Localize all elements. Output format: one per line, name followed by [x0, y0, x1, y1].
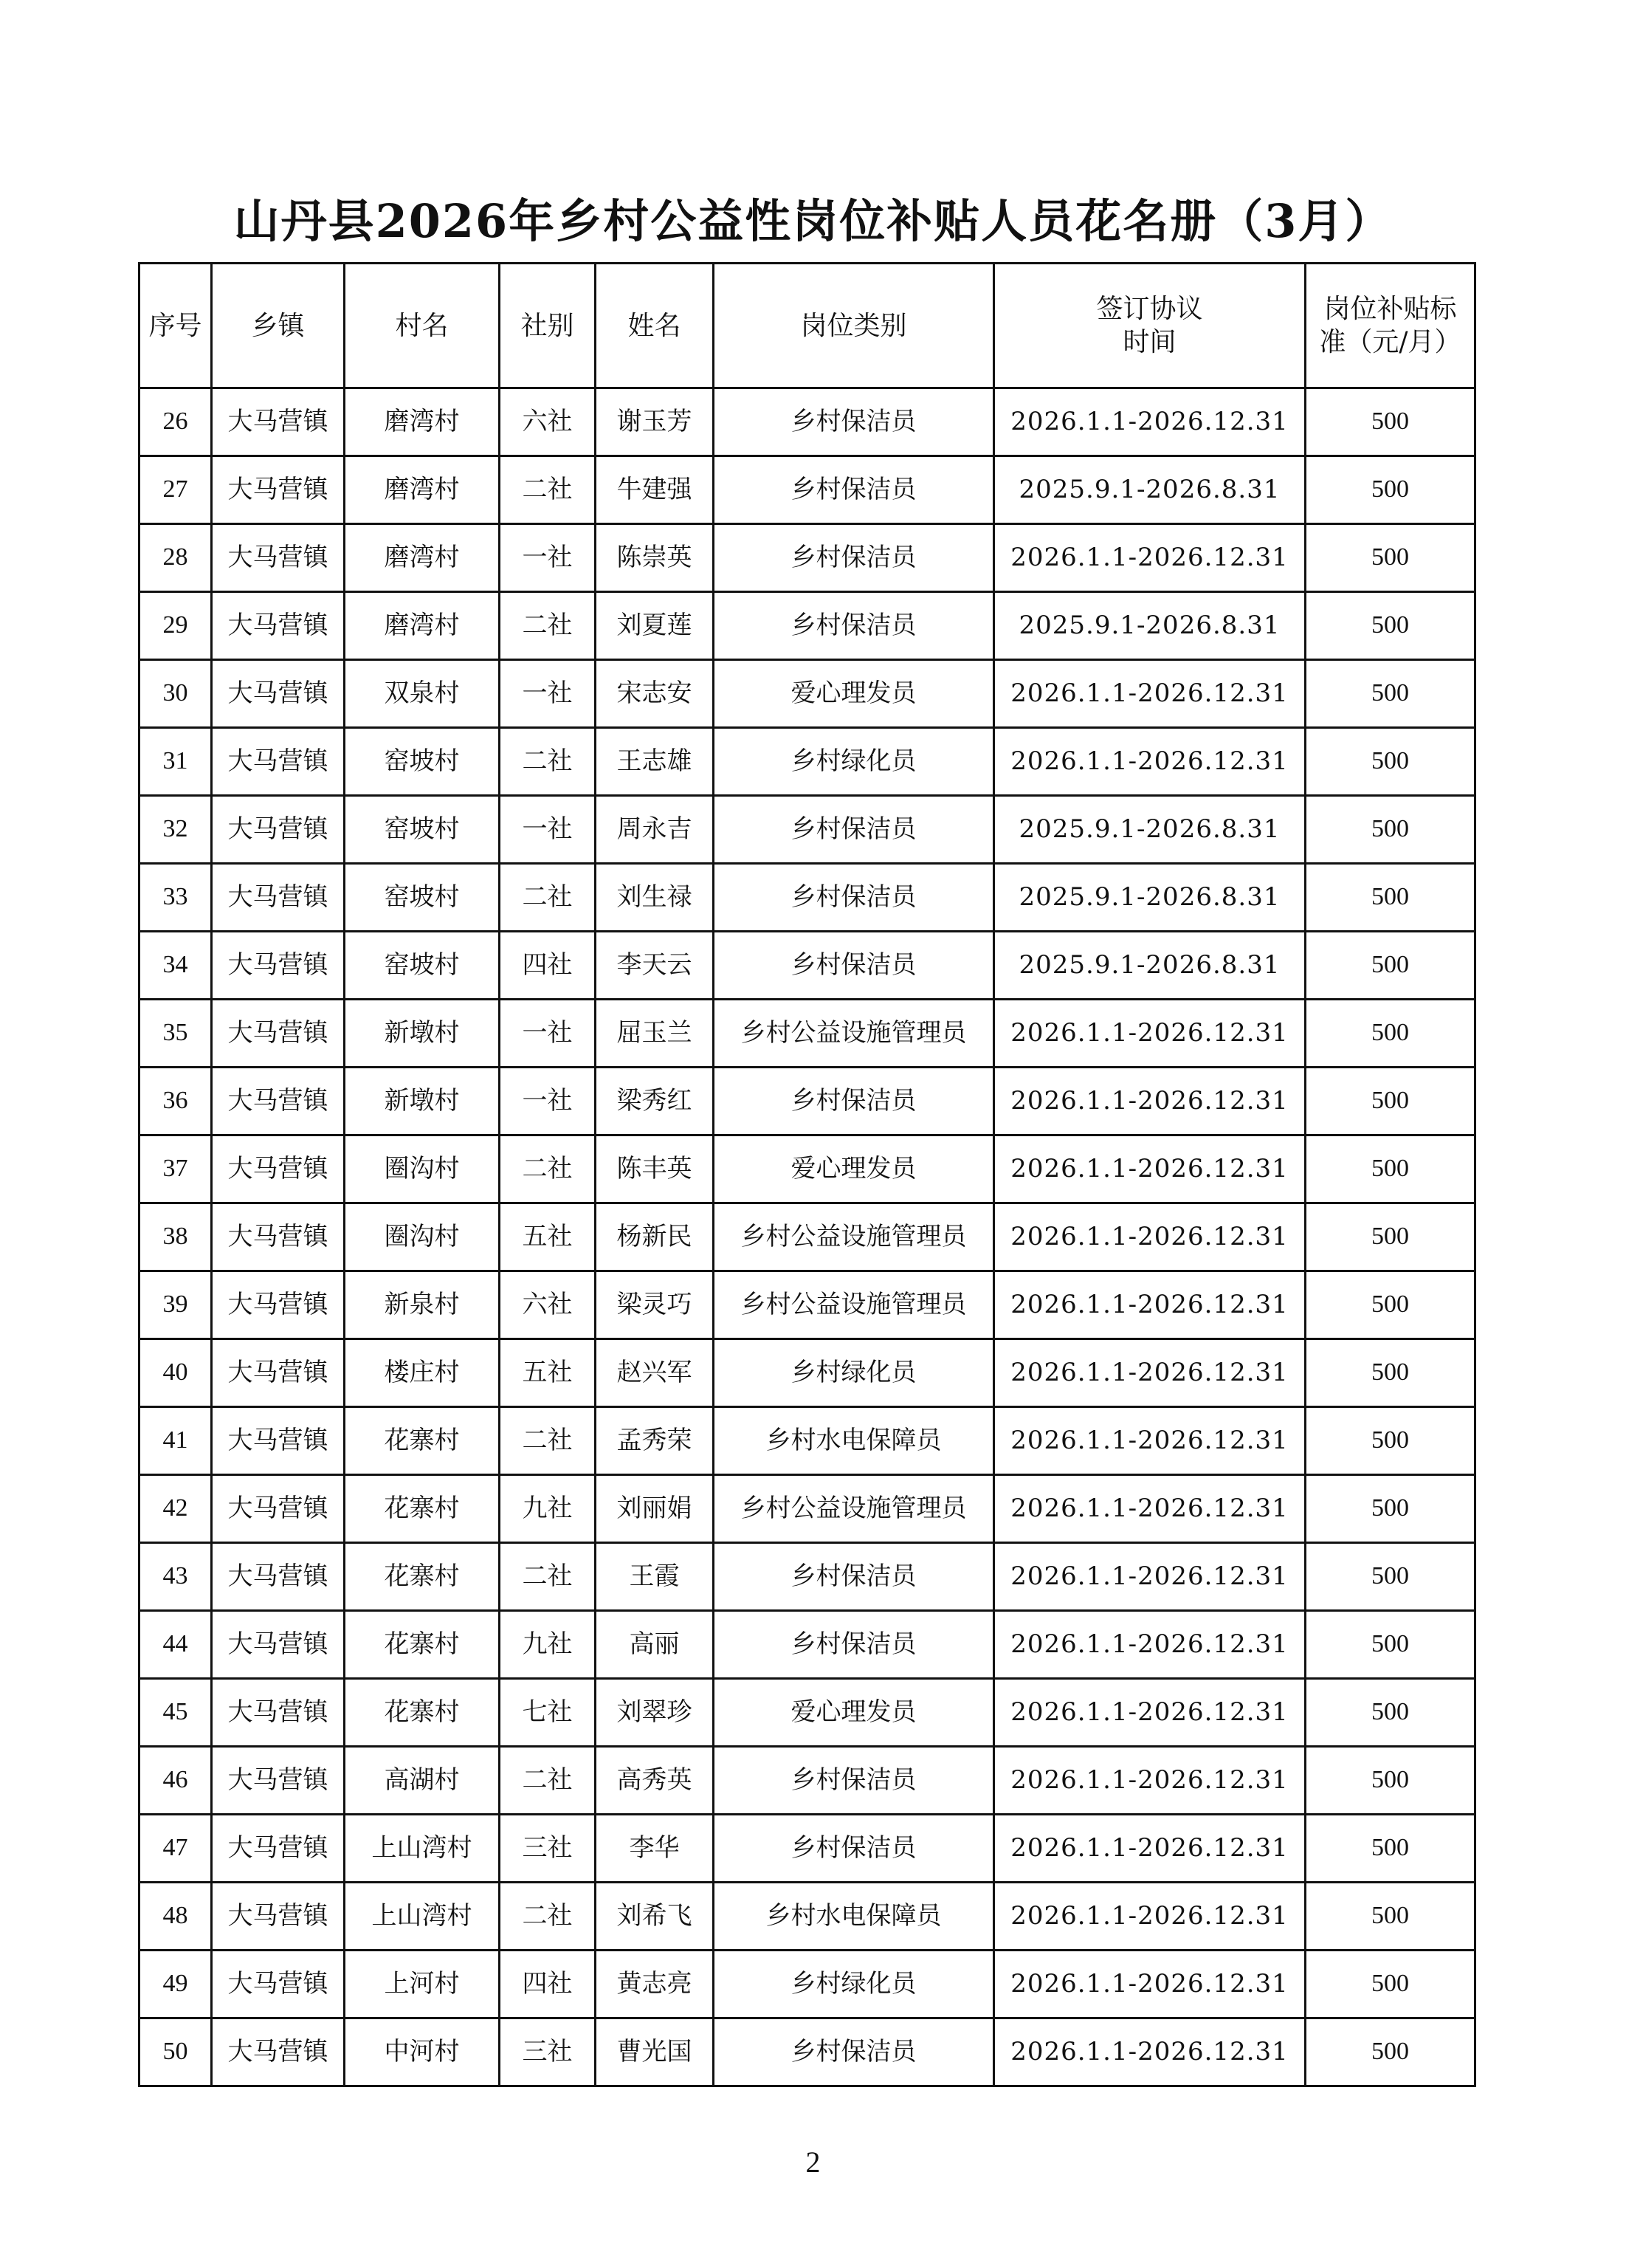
cell-post: 乡村绿化员	[714, 1339, 994, 1407]
cell-post: 乡村保洁员	[714, 796, 994, 864]
cell-post: 乡村公益设施管理员	[714, 1000, 994, 1068]
cell-name: 牛建强	[596, 456, 714, 524]
cell-village: 花寨村	[345, 1407, 500, 1475]
cell-post: 爱心理发员	[714, 1135, 994, 1203]
cell-seq: 27	[139, 456, 212, 524]
cell-post: 乡村保洁员	[714, 864, 994, 932]
table-row	[139, 1135, 1475, 1203]
cell-subsidy: 500	[1306, 524, 1475, 592]
table-row	[139, 1271, 1475, 1339]
cell-group: 二社	[500, 1883, 596, 1951]
cell-subsidy: 500	[1306, 1679, 1475, 1747]
cell-village: 花寨村	[345, 1679, 500, 1747]
cell-name: 周永吉	[596, 796, 714, 864]
cell-village: 圈沟村	[345, 1203, 500, 1271]
cell-group: 二社	[500, 1543, 596, 1611]
cell-post: 乡村保洁员	[714, 524, 994, 592]
table-row	[139, 592, 1475, 660]
cell-village: 花寨村	[345, 1611, 500, 1679]
cell-seq: 45	[139, 1679, 212, 1747]
table-body	[139, 388, 1475, 2086]
cell-post: 乡村绿化员	[714, 1951, 994, 2018]
cell-period: 2026.1.1-2026.12.31	[994, 1883, 1306, 1951]
cell-period: 2026.1.1-2026.12.31	[994, 728, 1306, 796]
cell-village: 磨湾村	[345, 524, 500, 592]
cell-town: 大马营镇	[212, 1951, 345, 2018]
cell-village: 窑坡村	[345, 728, 500, 796]
cell-subsidy: 500	[1306, 796, 1475, 864]
cell-name: 陈丰英	[596, 1135, 714, 1203]
cell-subsidy: 500	[1306, 1203, 1475, 1271]
cell-name: 刘翠珍	[596, 1679, 714, 1747]
roster-table	[138, 262, 1476, 2087]
cell-group: 一社	[500, 660, 596, 728]
cell-town: 大马营镇	[212, 1543, 345, 1611]
cell-town: 大马营镇	[212, 1068, 345, 1135]
cell-post: 乡村公益设施管理员	[714, 1271, 994, 1339]
cell-town: 大马营镇	[212, 1000, 345, 1068]
cell-seq: 43	[139, 1543, 212, 1611]
header-name: 姓名	[596, 264, 714, 388]
cell-subsidy: 500	[1306, 1883, 1475, 1951]
cell-post: 乡村保洁员	[714, 456, 994, 524]
header-village: 村名	[345, 264, 500, 388]
cell-group: 六社	[500, 388, 596, 456]
table-row	[139, 1068, 1475, 1135]
cell-village: 新墩村	[345, 1068, 500, 1135]
cell-village: 磨湾村	[345, 388, 500, 456]
cell-group: 二社	[500, 864, 596, 932]
cell-town: 大马营镇	[212, 1815, 345, 1883]
cell-group: 二社	[500, 456, 596, 524]
table-row	[139, 932, 1475, 1000]
cell-group: 一社	[500, 1068, 596, 1135]
cell-period: 2025.9.1-2026.8.31	[994, 932, 1306, 1000]
table-row	[139, 728, 1475, 796]
cell-group: 一社	[500, 1000, 596, 1068]
cell-period: 2026.1.1-2026.12.31	[994, 1679, 1306, 1747]
cell-group: 五社	[500, 1203, 596, 1271]
cell-subsidy: 500	[1306, 1000, 1475, 1068]
cell-group: 一社	[500, 524, 596, 592]
cell-seq: 40	[139, 1339, 212, 1407]
cell-period: 2026.1.1-2026.12.31	[994, 1815, 1306, 1883]
cell-period: 2026.1.1-2026.12.31	[994, 1339, 1306, 1407]
cell-subsidy: 500	[1306, 864, 1475, 932]
cell-town: 大马营镇	[212, 796, 345, 864]
cell-seq: 50	[139, 2018, 212, 2086]
table-row	[139, 388, 1475, 456]
cell-town: 大马营镇	[212, 524, 345, 592]
cell-subsidy: 500	[1306, 1475, 1475, 1543]
cell-group: 六社	[500, 1271, 596, 1339]
cell-name: 梁灵巧	[596, 1271, 714, 1339]
table-row	[139, 1407, 1475, 1475]
table-row	[139, 864, 1475, 932]
cell-group: 三社	[500, 2018, 596, 2086]
cell-period: 2025.9.1-2026.8.31	[994, 456, 1306, 524]
table-header-row	[139, 264, 1475, 388]
cell-post: 乡村公益设施管理员	[714, 1203, 994, 1271]
cell-town: 大马营镇	[212, 1679, 345, 1747]
cell-seq: 42	[139, 1475, 212, 1543]
cell-seq: 44	[139, 1611, 212, 1679]
cell-group: 七社	[500, 1679, 596, 1747]
cell-post: 乡村公益设施管理员	[714, 1475, 994, 1543]
page-title: 山丹县2026年乡村公益性岗位补贴人员花名册（3月）	[233, 194, 1393, 248]
cell-name: 刘丽娟	[596, 1475, 714, 1543]
cell-name: 李天云	[596, 932, 714, 1000]
header-seq: 序号	[139, 264, 212, 388]
cell-name: 陈崇英	[596, 524, 714, 592]
cell-seq: 46	[139, 1747, 212, 1815]
cell-town: 大马营镇	[212, 1407, 345, 1475]
cell-seq: 36	[139, 1068, 212, 1135]
cell-village: 楼庄村	[345, 1339, 500, 1407]
cell-village: 花寨村	[345, 1475, 500, 1543]
cell-village: 花寨村	[345, 1543, 500, 1611]
cell-period: 2026.1.1-2026.12.31	[994, 1747, 1306, 1815]
cell-group: 二社	[500, 1747, 596, 1815]
cell-seq: 47	[139, 1815, 212, 1883]
cell-post: 乡村保洁员	[714, 388, 994, 456]
cell-seq: 48	[139, 1883, 212, 1951]
cell-name: 刘生禄	[596, 864, 714, 932]
table-row	[139, 660, 1475, 728]
cell-village: 双泉村	[345, 660, 500, 728]
cell-post: 乡村保洁员	[714, 1611, 994, 1679]
cell-group: 二社	[500, 728, 596, 796]
cell-town: 大马营镇	[212, 1203, 345, 1271]
cell-period: 2026.1.1-2026.12.31	[994, 1000, 1306, 1068]
cell-subsidy: 500	[1306, 2018, 1475, 2086]
cell-name: 杨新民	[596, 1203, 714, 1271]
cell-period: 2026.1.1-2026.12.31	[994, 660, 1306, 728]
cell-name: 黄志亮	[596, 1951, 714, 2018]
cell-village: 上河村	[345, 1951, 500, 2018]
table-row	[139, 1679, 1475, 1747]
header-post: 岗位类别	[714, 264, 994, 388]
cell-subsidy: 500	[1306, 1815, 1475, 1883]
cell-name: 高秀英	[596, 1747, 714, 1815]
cell-village: 上山湾村	[345, 1815, 500, 1883]
cell-period: 2026.1.1-2026.12.31	[994, 388, 1306, 456]
cell-town: 大马营镇	[212, 1339, 345, 1407]
cell-group: 四社	[500, 932, 596, 1000]
cell-group: 三社	[500, 1815, 596, 1883]
cell-village: 新墩村	[345, 1000, 500, 1068]
cell-subsidy: 500	[1306, 1339, 1475, 1407]
cell-seq: 26	[139, 388, 212, 456]
cell-subsidy: 500	[1306, 932, 1475, 1000]
cell-seq: 29	[139, 592, 212, 660]
cell-subsidy: 500	[1306, 1068, 1475, 1135]
table-row	[139, 1883, 1475, 1951]
cell-village: 窑坡村	[345, 796, 500, 864]
cell-period: 2026.1.1-2026.12.31	[994, 1271, 1306, 1339]
cell-period: 2025.9.1-2026.8.31	[994, 592, 1306, 660]
table-row	[139, 456, 1475, 524]
table-row	[139, 1951, 1475, 2018]
cell-subsidy: 500	[1306, 592, 1475, 660]
table-row	[139, 1747, 1475, 1815]
cell-group: 四社	[500, 1951, 596, 2018]
cell-village: 磨湾村	[345, 456, 500, 524]
cell-subsidy: 500	[1306, 1611, 1475, 1679]
cell-town: 大马营镇	[212, 932, 345, 1000]
cell-post: 乡村保洁员	[714, 2018, 994, 2086]
header-group: 社别	[500, 264, 596, 388]
cell-name: 孟秀荣	[596, 1407, 714, 1475]
cell-post: 爱心理发员	[714, 660, 994, 728]
table-row	[139, 1475, 1475, 1543]
cell-seq: 39	[139, 1271, 212, 1339]
cell-village: 圈沟村	[345, 1135, 500, 1203]
cell-name: 刘希飞	[596, 1883, 714, 1951]
cell-post: 乡村绿化员	[714, 728, 994, 796]
cell-group: 五社	[500, 1339, 596, 1407]
cell-group: 二社	[500, 592, 596, 660]
cell-subsidy: 500	[1306, 1543, 1475, 1611]
cell-town: 大马营镇	[212, 388, 345, 456]
cell-name: 梁秀红	[596, 1068, 714, 1135]
cell-group: 九社	[500, 1611, 596, 1679]
cell-post: 乡村保洁员	[714, 1068, 994, 1135]
cell-subsidy: 500	[1306, 388, 1475, 456]
cell-village: 新泉村	[345, 1271, 500, 1339]
cell-subsidy: 500	[1306, 1747, 1475, 1815]
cell-name: 屈玉兰	[596, 1000, 714, 1068]
cell-subsidy: 500	[1306, 1135, 1475, 1203]
cell-name: 王志雄	[596, 728, 714, 796]
cell-town: 大马营镇	[212, 2018, 345, 2086]
cell-group: 二社	[500, 1135, 596, 1203]
cell-post: 乡村保洁员	[714, 1747, 994, 1815]
cell-period: 2026.1.1-2026.12.31	[994, 1543, 1306, 1611]
cell-subsidy: 500	[1306, 728, 1475, 796]
cell-post: 乡村保洁员	[714, 1543, 994, 1611]
cell-period: 2026.1.1-2026.12.31	[994, 1135, 1306, 1203]
header-subsidy: 岗位补贴标准（元/月）	[1306, 264, 1475, 388]
cell-village: 窑坡村	[345, 932, 500, 1000]
cell-seq: 35	[139, 1000, 212, 1068]
cell-village: 窑坡村	[345, 864, 500, 932]
cell-town: 大马营镇	[212, 864, 345, 932]
cell-town: 大马营镇	[212, 1135, 345, 1203]
header-period: 签订协议时间	[994, 264, 1306, 388]
table-row	[139, 1000, 1475, 1068]
cell-post: 爱心理发员	[714, 1679, 994, 1747]
cell-seq: 49	[139, 1951, 212, 2018]
cell-town: 大马营镇	[212, 592, 345, 660]
cell-seq: 28	[139, 524, 212, 592]
cell-post: 乡村水电保障员	[714, 1883, 994, 1951]
cell-seq: 31	[139, 728, 212, 796]
cell-period: 2025.9.1-2026.8.31	[994, 864, 1306, 932]
cell-post: 乡村保洁员	[714, 592, 994, 660]
cell-village: 高湖村	[345, 1747, 500, 1815]
cell-name: 李华	[596, 1815, 714, 1883]
cell-subsidy: 500	[1306, 456, 1475, 524]
cell-village: 中河村	[345, 2018, 500, 2086]
cell-name: 谢玉芳	[596, 388, 714, 456]
cell-name: 曹光国	[596, 2018, 714, 2086]
table-row	[139, 1815, 1475, 1883]
cell-village: 磨湾村	[345, 592, 500, 660]
cell-name: 宋志安	[596, 660, 714, 728]
cell-post: 乡村水电保障员	[714, 1407, 994, 1475]
cell-town: 大马营镇	[212, 1611, 345, 1679]
cell-town: 大马营镇	[212, 1271, 345, 1339]
cell-period: 2026.1.1-2026.12.31	[994, 2018, 1306, 2086]
cell-post: 乡村保洁员	[714, 1815, 994, 1883]
cell-period: 2026.1.1-2026.12.31	[994, 1203, 1306, 1271]
cell-name: 刘夏莲	[596, 592, 714, 660]
cell-post: 乡村保洁员	[714, 932, 994, 1000]
cell-subsidy: 500	[1306, 660, 1475, 728]
cell-seq: 32	[139, 796, 212, 864]
cell-town: 大马营镇	[212, 660, 345, 728]
cell-seq: 38	[139, 1203, 212, 1271]
cell-group: 九社	[500, 1475, 596, 1543]
cell-name: 赵兴军	[596, 1339, 714, 1407]
cell-period: 2026.1.1-2026.12.31	[994, 1951, 1306, 2018]
table-row	[139, 796, 1475, 864]
cell-village: 上山湾村	[345, 1883, 500, 1951]
table-row	[139, 1611, 1475, 1679]
cell-town: 大马营镇	[212, 1883, 345, 1951]
cell-seq: 30	[139, 660, 212, 728]
cell-seq: 34	[139, 932, 212, 1000]
cell-period: 2025.9.1-2026.8.31	[994, 796, 1306, 864]
cell-name: 高丽	[596, 1611, 714, 1679]
cell-subsidy: 500	[1306, 1271, 1475, 1339]
cell-group: 一社	[500, 796, 596, 864]
cell-town: 大马营镇	[212, 1475, 345, 1543]
cell-seq: 41	[139, 1407, 212, 1475]
cell-town: 大马营镇	[212, 1747, 345, 1815]
cell-seq: 33	[139, 864, 212, 932]
table-row	[139, 1339, 1475, 1407]
cell-subsidy: 500	[1306, 1407, 1475, 1475]
cell-period: 2026.1.1-2026.12.31	[994, 1068, 1306, 1135]
cell-group: 二社	[500, 1407, 596, 1475]
header-town: 乡镇	[212, 264, 345, 388]
cell-name: 王霞	[596, 1543, 714, 1611]
cell-period: 2026.1.1-2026.12.31	[994, 524, 1306, 592]
page-number: 2	[805, 2145, 821, 2179]
table-row	[139, 524, 1475, 592]
cell-period: 2026.1.1-2026.12.31	[994, 1407, 1306, 1475]
cell-period: 2026.1.1-2026.12.31	[994, 1611, 1306, 1679]
cell-town: 大马营镇	[212, 456, 345, 524]
cell-period: 2026.1.1-2026.12.31	[994, 1475, 1306, 1543]
cell-seq: 37	[139, 1135, 212, 1203]
table-row	[139, 2018, 1475, 2086]
table-row	[139, 1203, 1475, 1271]
cell-town: 大马营镇	[212, 728, 345, 796]
cell-subsidy: 500	[1306, 1951, 1475, 2018]
table-row	[139, 1543, 1475, 1611]
